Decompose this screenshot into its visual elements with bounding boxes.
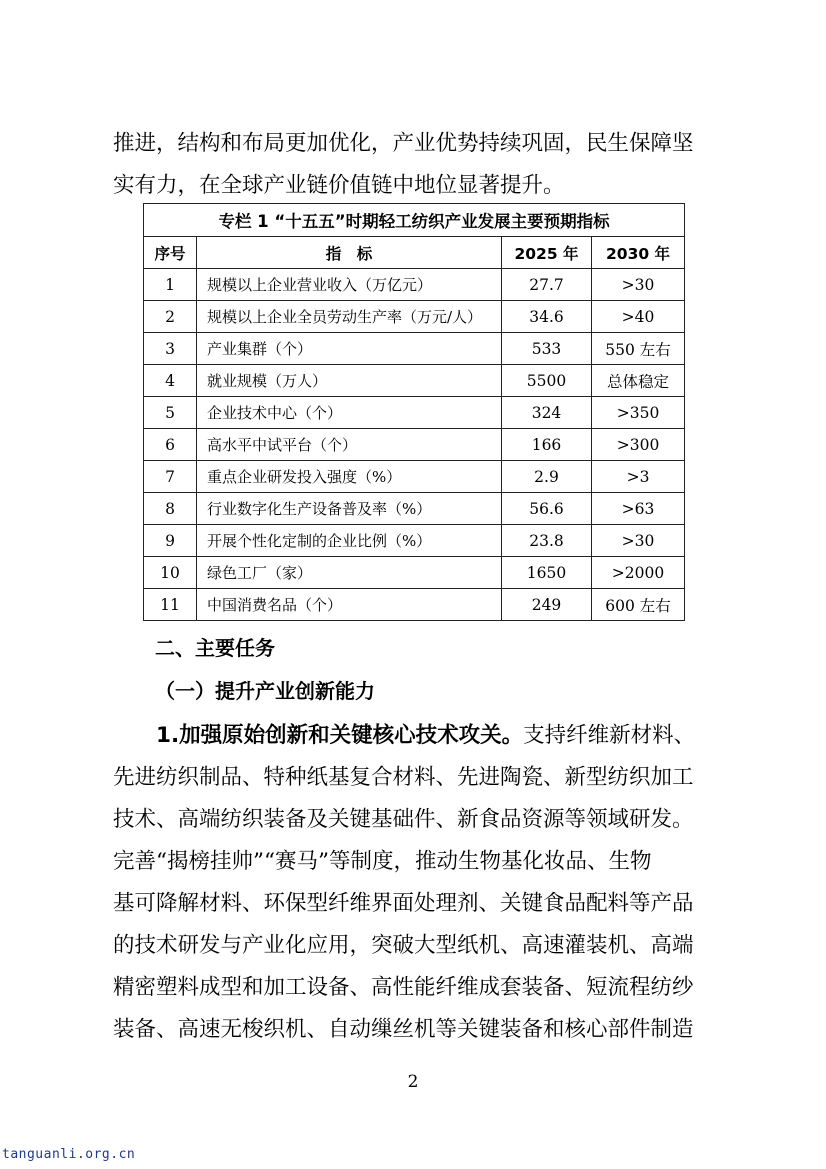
body-paragraph [113,715,721,1051]
body-line: 的技术研发与产业化应用，突破大型纸机、高速灌装机、高端 [113,933,694,958]
table-caption-row [144,204,685,237]
table-row [144,333,685,365]
cell-no: 7 [144,461,197,493]
cell-no: 5 [144,397,197,429]
cell-2025: 1650 [502,557,592,589]
cell-2025: 27.7 [502,269,592,301]
table-row [144,397,685,429]
cell-2030: >2000 [592,557,685,589]
cell-2030: >40 [592,301,685,333]
cell-2030: 600 左右 [592,589,685,621]
cell-no: 2 [144,301,197,333]
cell-2025: 5500 [502,365,592,397]
body-line: 完善“揭榜挂帅”“赛马”等制度，推动生物基化妆品、生物 [113,849,652,874]
cell-2025: 249 [502,589,592,621]
indicators-table [143,203,685,621]
body-line: 装备、高速无梭织机、自动缫丝机等关键装备和核心部件制造 [113,1017,694,1042]
cell-indicator: 产业集群（个） [197,333,502,365]
body-bold-lead: 1.加强原始创新和关键核心技术攻关。 [156,723,524,748]
cell-indicator: 重点企业研发投入强度（%） [197,461,502,493]
intro-line-1: 推进，结构和布局更加优化，产业优势持续巩固，民生保障坚 [113,131,694,156]
cell-no: 10 [144,557,197,589]
section-heading: 二、主要任务 [155,636,275,660]
table-row [144,269,685,301]
cell-2030: >30 [592,525,685,557]
cell-no: 9 [144,525,197,557]
header-2025: 2025 年 [502,237,592,269]
subsection-heading: （一）提升产业创新能力 [155,679,375,703]
cell-no: 11 [144,589,197,621]
table-body [144,269,685,621]
cell-indicator: 就业规模（万人） [197,365,502,397]
table-row [144,365,685,397]
watermark-text: tanguanli.org.cn [2,1147,136,1162]
cell-2025: 2.9 [502,461,592,493]
cell-indicator: 企业技术中心（个） [197,397,502,429]
body-line: 精密塑料成型和加工设备、高性能纤维成套装备、短流程纺纱 [113,975,694,1000]
cell-indicator: 高水平中试平台（个） [197,429,502,461]
body-line: 先进纺织制品、特种纸基复合材料、先进陶瓷、新型纺织加工 [113,765,694,790]
cell-2030: >300 [592,429,685,461]
table-row [144,493,685,525]
table-row [144,589,685,621]
cell-indicator: 中国消费名品（个） [197,589,502,621]
cell-indicator: 开展个性化定制的企业比例（%） [197,525,502,557]
cell-2025: 34.6 [502,301,592,333]
page-number: 2 [407,1072,419,1092]
cell-2030: >30 [592,269,685,301]
cell-2025: 23.8 [502,525,592,557]
cell-2030: >63 [592,493,685,525]
body-first-line-rest: 支持纤维新材料、 [523,723,696,748]
cell-no: 4 [144,365,197,397]
header-no: 序号 [144,237,197,269]
cell-2025: 533 [502,333,592,365]
cell-indicator: 绿色工厂（家） [197,557,502,589]
body-line: 基可降解材料、环保型纤维界面处理剂、关键食品配料等产品 [113,891,694,916]
body-line: 技术、高端纺织装备及关键基础件、新食品资源等领域研发。 [113,807,694,832]
body-line-1 [113,715,721,757]
table-row [144,525,685,557]
cell-2030: >3 [592,461,685,493]
table-row [144,557,685,589]
intro-line-2: 实有力，在全球产业链价值链中地位显著提升。 [113,173,565,198]
cell-2025: 56.6 [502,493,592,525]
cell-2025: 324 [502,397,592,429]
cell-indicator: 行业数字化生产设备普及率（%） [197,493,502,525]
intro-paragraph [113,123,721,207]
cell-no: 1 [144,269,197,301]
cell-no: 3 [144,333,197,365]
table-header-row [144,237,685,269]
cell-no: 8 [144,493,197,525]
table-row [144,301,685,333]
table-caption: 专栏 1 “十五五”时期轻工纺织产业发展主要预期指标 [144,204,685,237]
table-row [144,429,685,461]
cell-2025: 166 [502,429,592,461]
cell-indicator: 规模以上企业营业收入（万亿元） [197,269,502,301]
cell-no: 6 [144,429,197,461]
header-name: 指 标 [197,237,502,269]
cell-2030: >350 [592,397,685,429]
cell-indicator: 规模以上企业全员劳动生产率（万元/人） [197,301,502,333]
cell-2030: 550 左右 [592,333,685,365]
table-row [144,461,685,493]
header-2030: 2030 年 [592,237,685,269]
cell-2030: 总体稳定 [592,365,685,397]
